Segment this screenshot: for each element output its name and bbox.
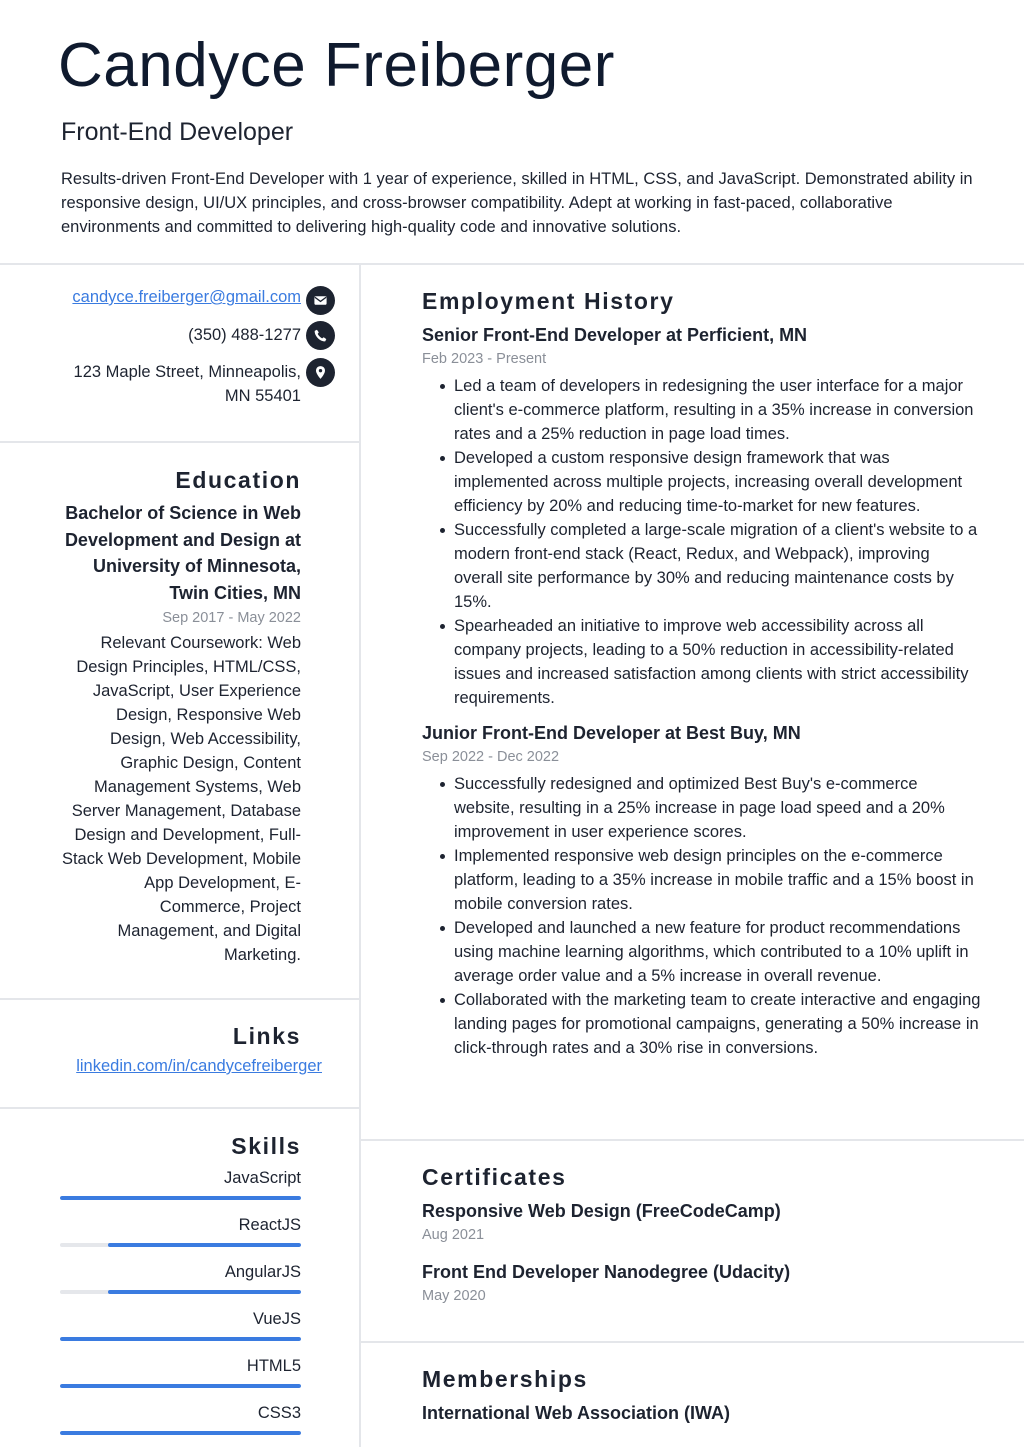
skill-level-fill xyxy=(60,1384,301,1388)
job-dates-1: Feb 2023 - Present xyxy=(422,351,547,367)
skill-level-fill xyxy=(108,1243,301,1247)
memberships-section xyxy=(422,1364,982,1426)
linkedin-link[interactable]: linkedin.com/in/candycefreiberger xyxy=(76,1057,322,1075)
certificates-section xyxy=(422,1162,982,1307)
list-item: Developed and launched a new feature for product recommendations using machine learning algorithms, which contributed to a 10% uplift in average order value and a 5% increase in overall revenue. xyxy=(454,916,982,988)
email-link[interactable]: candyce.freiberger@gmail.com xyxy=(72,288,301,306)
memberships-heading: Memberships xyxy=(422,1366,588,1392)
certificate-item xyxy=(422,1259,982,1307)
education-heading: Education xyxy=(175,467,301,493)
list-item: Successfully redesigned and optimized Best Buy's e-commerce website, resulting in a 25% increase in page load speed and a 20% improvement in user experience scores. xyxy=(454,772,982,844)
employment-divider xyxy=(361,1139,1024,1141)
skill-level-bar xyxy=(60,1290,301,1294)
links-heading: Links xyxy=(232,1023,301,1049)
job-title: Front-End Developer xyxy=(61,118,294,146)
profile-summary: Results-driven Front-End Developer with 1 year of experience, skilled in HTML, CSS, and JavaScript. Demonstrated ability in responsive design, UI/UX principles, and cross-browser compatibility. Adept at working in fast-paced, collaborative environments and committed to delivering high-quality code and innovative solutions. xyxy=(61,170,973,236)
skill-name: HTML5 xyxy=(246,1357,301,1375)
certificate-date: May 2020 xyxy=(422,1288,486,1304)
list-item: Developed a custom responsive design framework that was implemented across multiple projects, increasing overall development efficiency by 20% and reducing time-to-market for new features. xyxy=(454,446,982,518)
skill-level-bar xyxy=(60,1337,301,1341)
job-dates-2: Sep 2022 - Dec 2022 xyxy=(422,749,560,765)
list-item: Implemented responsive web design principles on the e-commerce platform, leading to a 35% increase in mobile traffic and a 15% boost in mobile conversion rates. xyxy=(454,844,982,916)
degree-title: Bachelor of Science in Web Development and Design at University of Minnesota, Twin Cities, MN xyxy=(64,503,301,603)
certificates-divider xyxy=(361,1341,1024,1343)
education-section xyxy=(0,465,301,967)
skill-level-bar xyxy=(60,1196,301,1200)
skills-section xyxy=(0,1131,301,1447)
certificate-name: Responsive Web Design (FreeCodeCamp) xyxy=(422,1201,781,1221)
skill-level-fill xyxy=(108,1290,301,1294)
list-item: Led a team of developers in redesigning the user interface for a major client's e-commerce platform, resulting in a 35% increase in conversion rates and a 25% reduction in page load times. xyxy=(454,374,982,446)
job-entry xyxy=(422,720,982,1060)
membership-item: International Web Association (IWA) xyxy=(422,1403,731,1423)
education-coursework: Relevant Coursework: Web Design Principles, HTML/CSS, JavaScript, User Experience Design, Responsive Web Design, Web Accessibility, Graphic Design, Content Management Systems, Web Server Management, Database Design and Development, Full-Stack Web Development, Mobile App Development, E-Commerce, Project Management, and Digital Marketing. xyxy=(61,634,301,964)
skill-level-bar xyxy=(60,1384,301,1388)
links-section xyxy=(0,1021,322,1078)
skills-heading: Skills xyxy=(231,1133,301,1159)
links-divider xyxy=(0,1107,360,1109)
phone-number: (350) 488-1277 xyxy=(188,326,301,344)
job-title-1: Senior Front-End Developer at Perficient, MN xyxy=(422,325,808,345)
header-divider xyxy=(0,263,1024,265)
envelope-icon xyxy=(306,286,335,315)
certificate-date: Aug 2021 xyxy=(422,1227,485,1243)
list-item: Successfully completed a large-scale migration of a client's website to a modern front-end stack (React, Redux, and Webpack), improving overall site performance by 30% and reducing maintenance costs by 15%. xyxy=(454,518,982,614)
education-dates: Sep 2017 - May 2022 xyxy=(162,610,301,626)
skill-level-fill xyxy=(60,1337,301,1341)
skill-name: ReactJS xyxy=(238,1216,301,1234)
address: 123 Maple Street, Minneapolis, MN 55401 xyxy=(73,363,301,405)
certificates-heading: Certificates xyxy=(422,1164,567,1190)
job-entry xyxy=(422,322,982,710)
location-pin-icon xyxy=(306,358,335,387)
skill-level-fill xyxy=(60,1431,301,1435)
contact-divider xyxy=(0,441,360,443)
phone-icon xyxy=(306,321,335,350)
skill-level-fill xyxy=(60,1196,301,1200)
list-item: Spearheaded an initiative to improve web accessibility across all company projects, leading to a 50% reduction in accessibility-related issues and increased satisfaction among clients with strict accessibility requirements. xyxy=(454,614,982,710)
skill-name: AngularJS xyxy=(224,1263,301,1281)
certificate-name: Front End Developer Nanodegree (Udacity) xyxy=(422,1262,791,1282)
skill-level-bar xyxy=(60,1431,301,1435)
skill-name: VueJS xyxy=(252,1310,301,1328)
certificate-item xyxy=(422,1198,982,1246)
skill-name: CSS3 xyxy=(257,1404,301,1422)
skill-name: JavaScript xyxy=(223,1169,301,1187)
job-bullets-1 xyxy=(422,374,982,710)
employment-heading: Employment History xyxy=(422,288,675,314)
education-divider xyxy=(0,998,360,1000)
job-title-2: Junior Front-End Developer at Best Buy, MN xyxy=(422,723,801,743)
candidate-name: Candyce Freiberger xyxy=(58,31,615,100)
list-item: Collaborated with the marketing team to create interactive and engaging landing pages for promotional campaigns, generating a 50% increase in click-through rates and a 30% rise in conversions. xyxy=(454,988,982,1060)
skill-level-bar xyxy=(60,1243,301,1247)
contact-section xyxy=(0,285,301,415)
job-bullets-2 xyxy=(422,772,982,1060)
employment-section xyxy=(422,286,982,1060)
